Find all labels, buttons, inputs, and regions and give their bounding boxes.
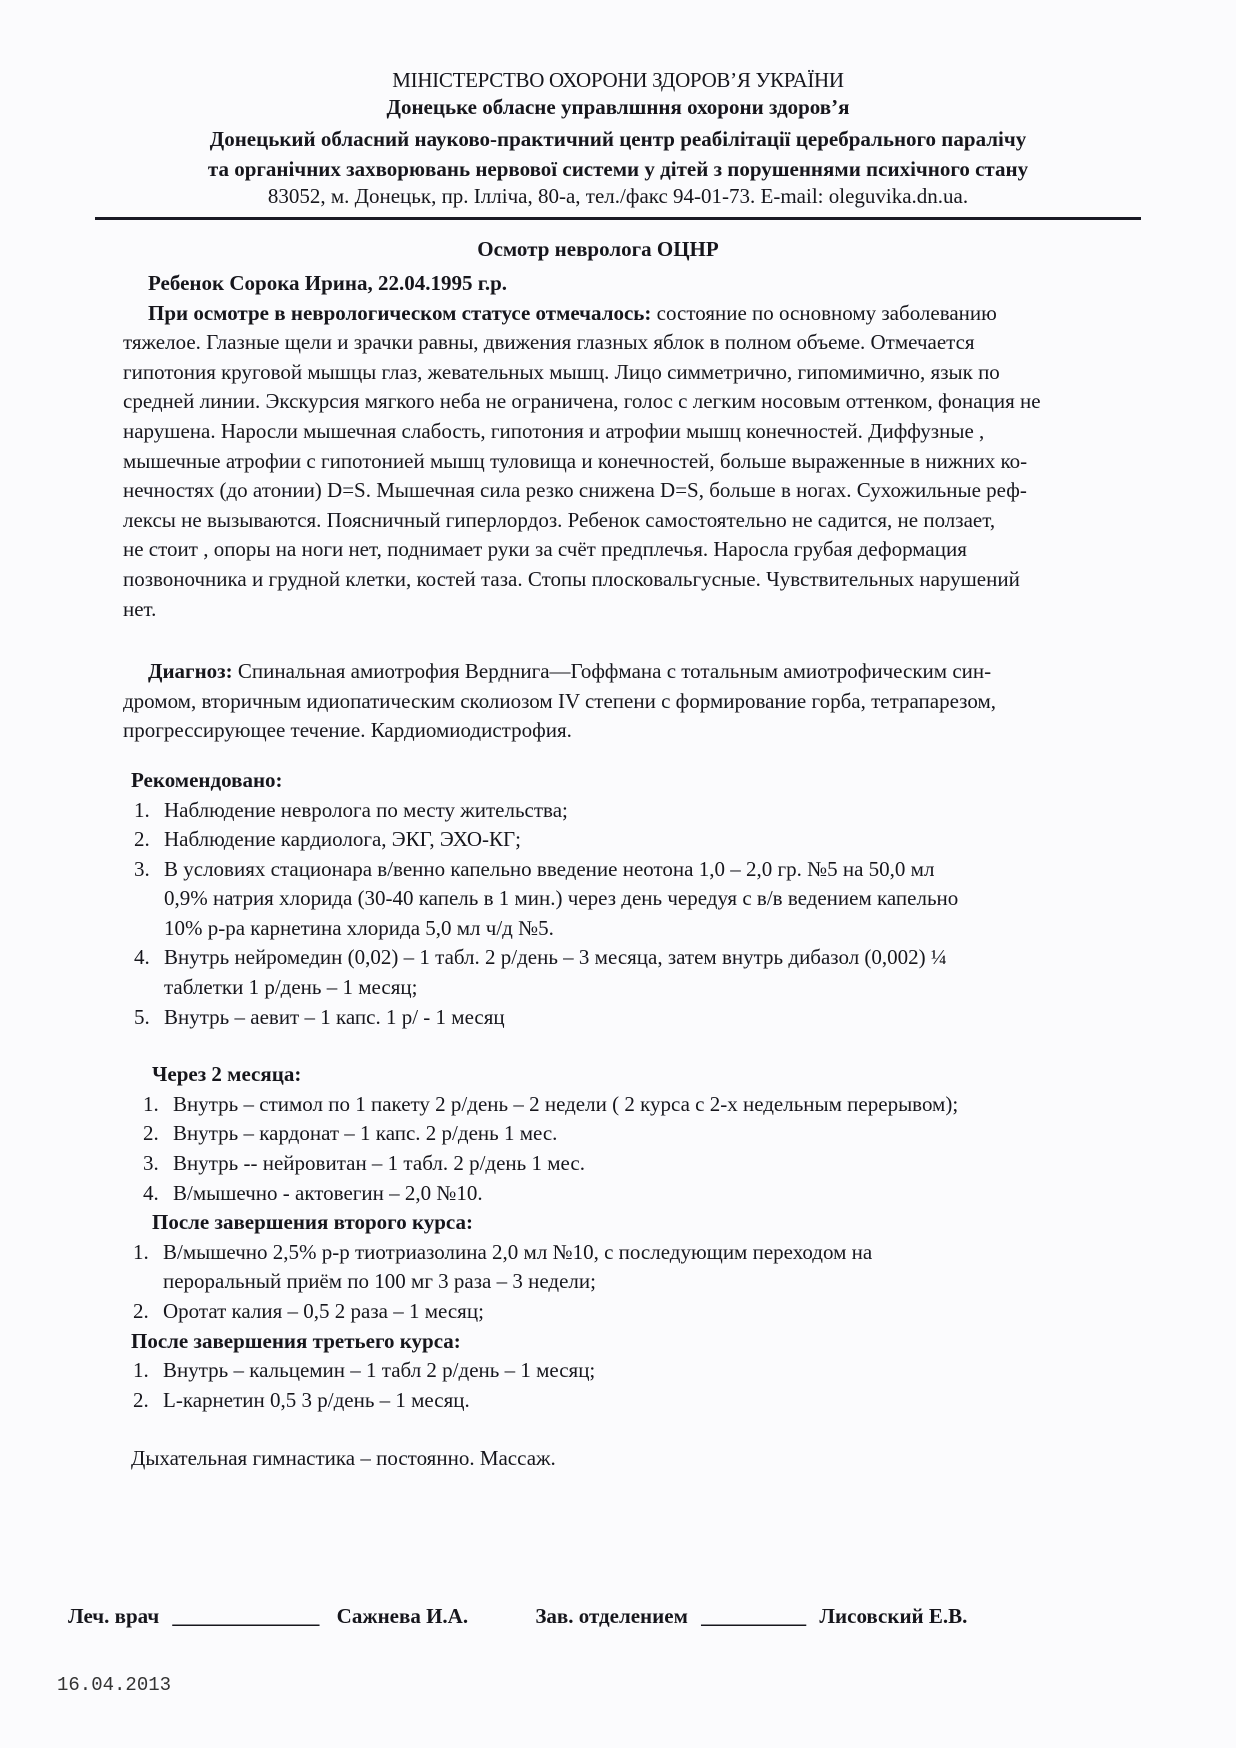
paragraph-line: средней линии. Экскурсия мягкого неба не ограничена, голос с легким носовым оттенком, фонация не [123, 389, 1041, 414]
list-number: 1. [133, 1239, 149, 1264]
list-item-text: Внутрь -- нейровитан – 1 табл. 2 р/день 1 мес. [173, 1151, 585, 1176]
list-item [134, 943, 1041, 1002]
exam-label: При осмотре в неврологическом статусе отмечалось: [148, 300, 652, 325]
paragraph-line: позвоночника и грудной клетки, костей таза. Стопы плосковальгусные. Чувствительных нарушений [123, 566, 1020, 591]
list-item-text: В/мышечно 2,5% р-р тиотриазолина 2,0 мл №10, с последующим переходом на [163, 1239, 873, 1264]
list-item [134, 1003, 1041, 1033]
paragraph-line: прогрессирующее течение. Кардиомиодистрофия. [123, 718, 572, 743]
diagnosis-paragraph [123, 657, 1041, 746]
list-item-text: пероральный приём по 100 мг 3 раза – 3 недели; [163, 1269, 596, 1294]
list-item-text: Внутрь – аевит – 1 капс. 1 р/ - 1 месяц [164, 1004, 505, 1029]
after-second-course-label: После завершения второго курса: [152, 1210, 473, 1235]
paragraph-line: дромом, вторичным идиопатическим сколиозом IV степени с формирование горба, тетрапарезом, [123, 688, 996, 713]
list-number: 3. [143, 1151, 159, 1176]
document-title: Осмотр невролога ОЦНР [477, 237, 719, 261]
closing-line: Дыхательная гимнастика – постоянно. Массаж. [131, 1446, 556, 1471]
header-divider [95, 217, 1141, 220]
list-item-text: В условиях стационара в/венно капельно введение неотона 1,0 – 2,0 гр. №5 на 50,0 мл [164, 856, 935, 881]
list-number: 2. [133, 1299, 149, 1323]
department-heading: Донецьке обласне управлшння охорони здоров’я [386, 95, 850, 119]
list-number: 4. [134, 945, 150, 970]
list-item-text: 0,9% натрия хлорида (30-40 капель в 1 мин.) через день чередуя с в/в ведением капельно [164, 886, 959, 911]
head-label: Зав. отделением [535, 1604, 688, 1628]
after-third-course-label: После завершения третьего курса: [131, 1328, 461, 1353]
paragraph-line: нет. [123, 596, 157, 621]
list-number: 1. [143, 1091, 159, 1116]
ministry-heading: МІНІСТЕРСТВО ОХОРОНИ ЗДОРОВ’Я УКРАЇНИ [392, 68, 844, 92]
list-item-text: L-карнетин 0,5 3 р/день – 1 месяц. [163, 1387, 470, 1412]
address-line: 83052, м. Донецьк, пр. Ілліча, 80-а, тел./факс 94-01-73. E-mail: oleguvika.dn.ua. [267, 184, 969, 208]
list-item-text: Наблюдение невролога по месту жительства; [164, 797, 568, 822]
list-number: 2. [133, 1387, 149, 1412]
list-item-text: таблетки 1 р/день – 1 месяц; [164, 975, 418, 1000]
head-signature-blank: __________ [701, 1604, 807, 1628]
list-number: 1. [134, 797, 150, 822]
exam-text: состояние по основному заболеванию [651, 300, 997, 325]
paragraph-line: мышечные атрофии с гипотонией мышц туловища и конечностей, больше выраженные в нижних ко- [123, 448, 1028, 473]
list-number: 3. [134, 856, 150, 881]
doctor-label: Леч. врач [68, 1604, 160, 1628]
diagnosis-label: Диагноз: [148, 659, 233, 684]
date-stamp: 16.04.2013 [57, 1674, 172, 1696]
list-item-text: Внутрь – кальцемин – 1 табл 2 р/день – 1 месяц; [163, 1358, 596, 1383]
list-item-text: Внутрь нейромедин (0,02) – 1 табл. 2 р/день – 3 месяца, затем внутрь дибазол (0,002) ¼ [164, 945, 947, 970]
head-name: Лисовский Е.В. [819, 1604, 968, 1628]
doctor-signature-blank: ______________ [172, 1604, 320, 1628]
center-heading-line2: та органічних захворювань нервової системи у дітей з порушеннями психічного стану [207, 157, 1029, 181]
list-number: 5. [134, 1004, 150, 1029]
list-number: 2. [143, 1121, 159, 1146]
after-2-months-label: Через 2 месяца: [152, 1062, 302, 1087]
recommended-label: Рекомендовано: [131, 767, 283, 792]
signature-row [68, 1604, 967, 1629]
diagnosis-text: Спинальная амиотрофия Верднига—Гоффмана с тотальным амиотрофическим син- [232, 659, 992, 684]
list-item [143, 1090, 1041, 1120]
list-item [143, 1179, 1041, 1209]
list-item [133, 1238, 1041, 1297]
center-heading-line1: Донецький обласний науково-практичний центр реабілітації церебрального паралічу [209, 127, 1027, 151]
list-item [133, 1356, 1041, 1386]
list-item [133, 1386, 1041, 1416]
list-item [134, 825, 1041, 855]
list-item [134, 855, 1041, 944]
list-item-text: В/мышечно - актовегин – 2,0 №10. [173, 1180, 483, 1205]
paragraph-line: нечностях (до атонии) D=S. Мышечная сила резко снижена D=S, больше в ногах. Сухожильные реф- [123, 478, 1027, 503]
document-body [123, 269, 1041, 1474]
list-item-text: Внутрь – стимол по 1 пакету 2 р/день – 2 недели ( 2 курса с 2-х недельным перерывом); [173, 1091, 959, 1116]
after-2-months-section [123, 1060, 1041, 1090]
paragraph-line: не стоит , опоры на ноги нет, поднимает руки за счёт предплечья. Наросла грубая деформация [123, 537, 967, 562]
list-number: 1. [133, 1358, 149, 1383]
list-item-text: 10% р-ра карнетина хлорида 5,0 мл ч/д №5. [164, 915, 554, 940]
doctor-name: Сажнева И.А. [336, 1604, 469, 1628]
paragraph-line: гипотония круговой мышцы глаз, жевательных мышц. Лицо симметрично, гипомимично, язык по [123, 359, 1000, 384]
list-item-text: Оротат калия – 0,5 2 раза – 1 месяц; [163, 1299, 484, 1323]
paragraph-line: нарушена. Наросли мышечная слабость, гипотония и атрофии мышц конечностей. Диффузные , [123, 418, 985, 443]
recommended-section [123, 766, 1041, 1032]
exam-paragraph [123, 299, 1041, 625]
paragraph-line: тяжелое. Глазные щели и зрачки равны, движения глазных яблок в полном объеме. Отмечается [123, 330, 975, 355]
list-number: 4. [143, 1180, 159, 1205]
list-item [143, 1119, 1041, 1149]
list-item [133, 1297, 1041, 1327]
list-number: 2. [134, 827, 150, 852]
patient-line: Ребенок Сорока Ирина, 22.04.1995 г.р. [148, 271, 508, 295]
list-item [134, 796, 1041, 826]
list-item-text: Внутрь – кардонат – 1 капс. 2 р/день 1 мес. [173, 1121, 558, 1146]
paragraph-line: лексы не вызываются. Поясничный гиперлордоз. Ребенок самостоятельно не садится, не ползает, [123, 507, 996, 532]
list-item-text: Наблюдение кардиолога, ЭКГ, ЭХО-КГ; [164, 827, 521, 852]
list-item [143, 1149, 1041, 1179]
